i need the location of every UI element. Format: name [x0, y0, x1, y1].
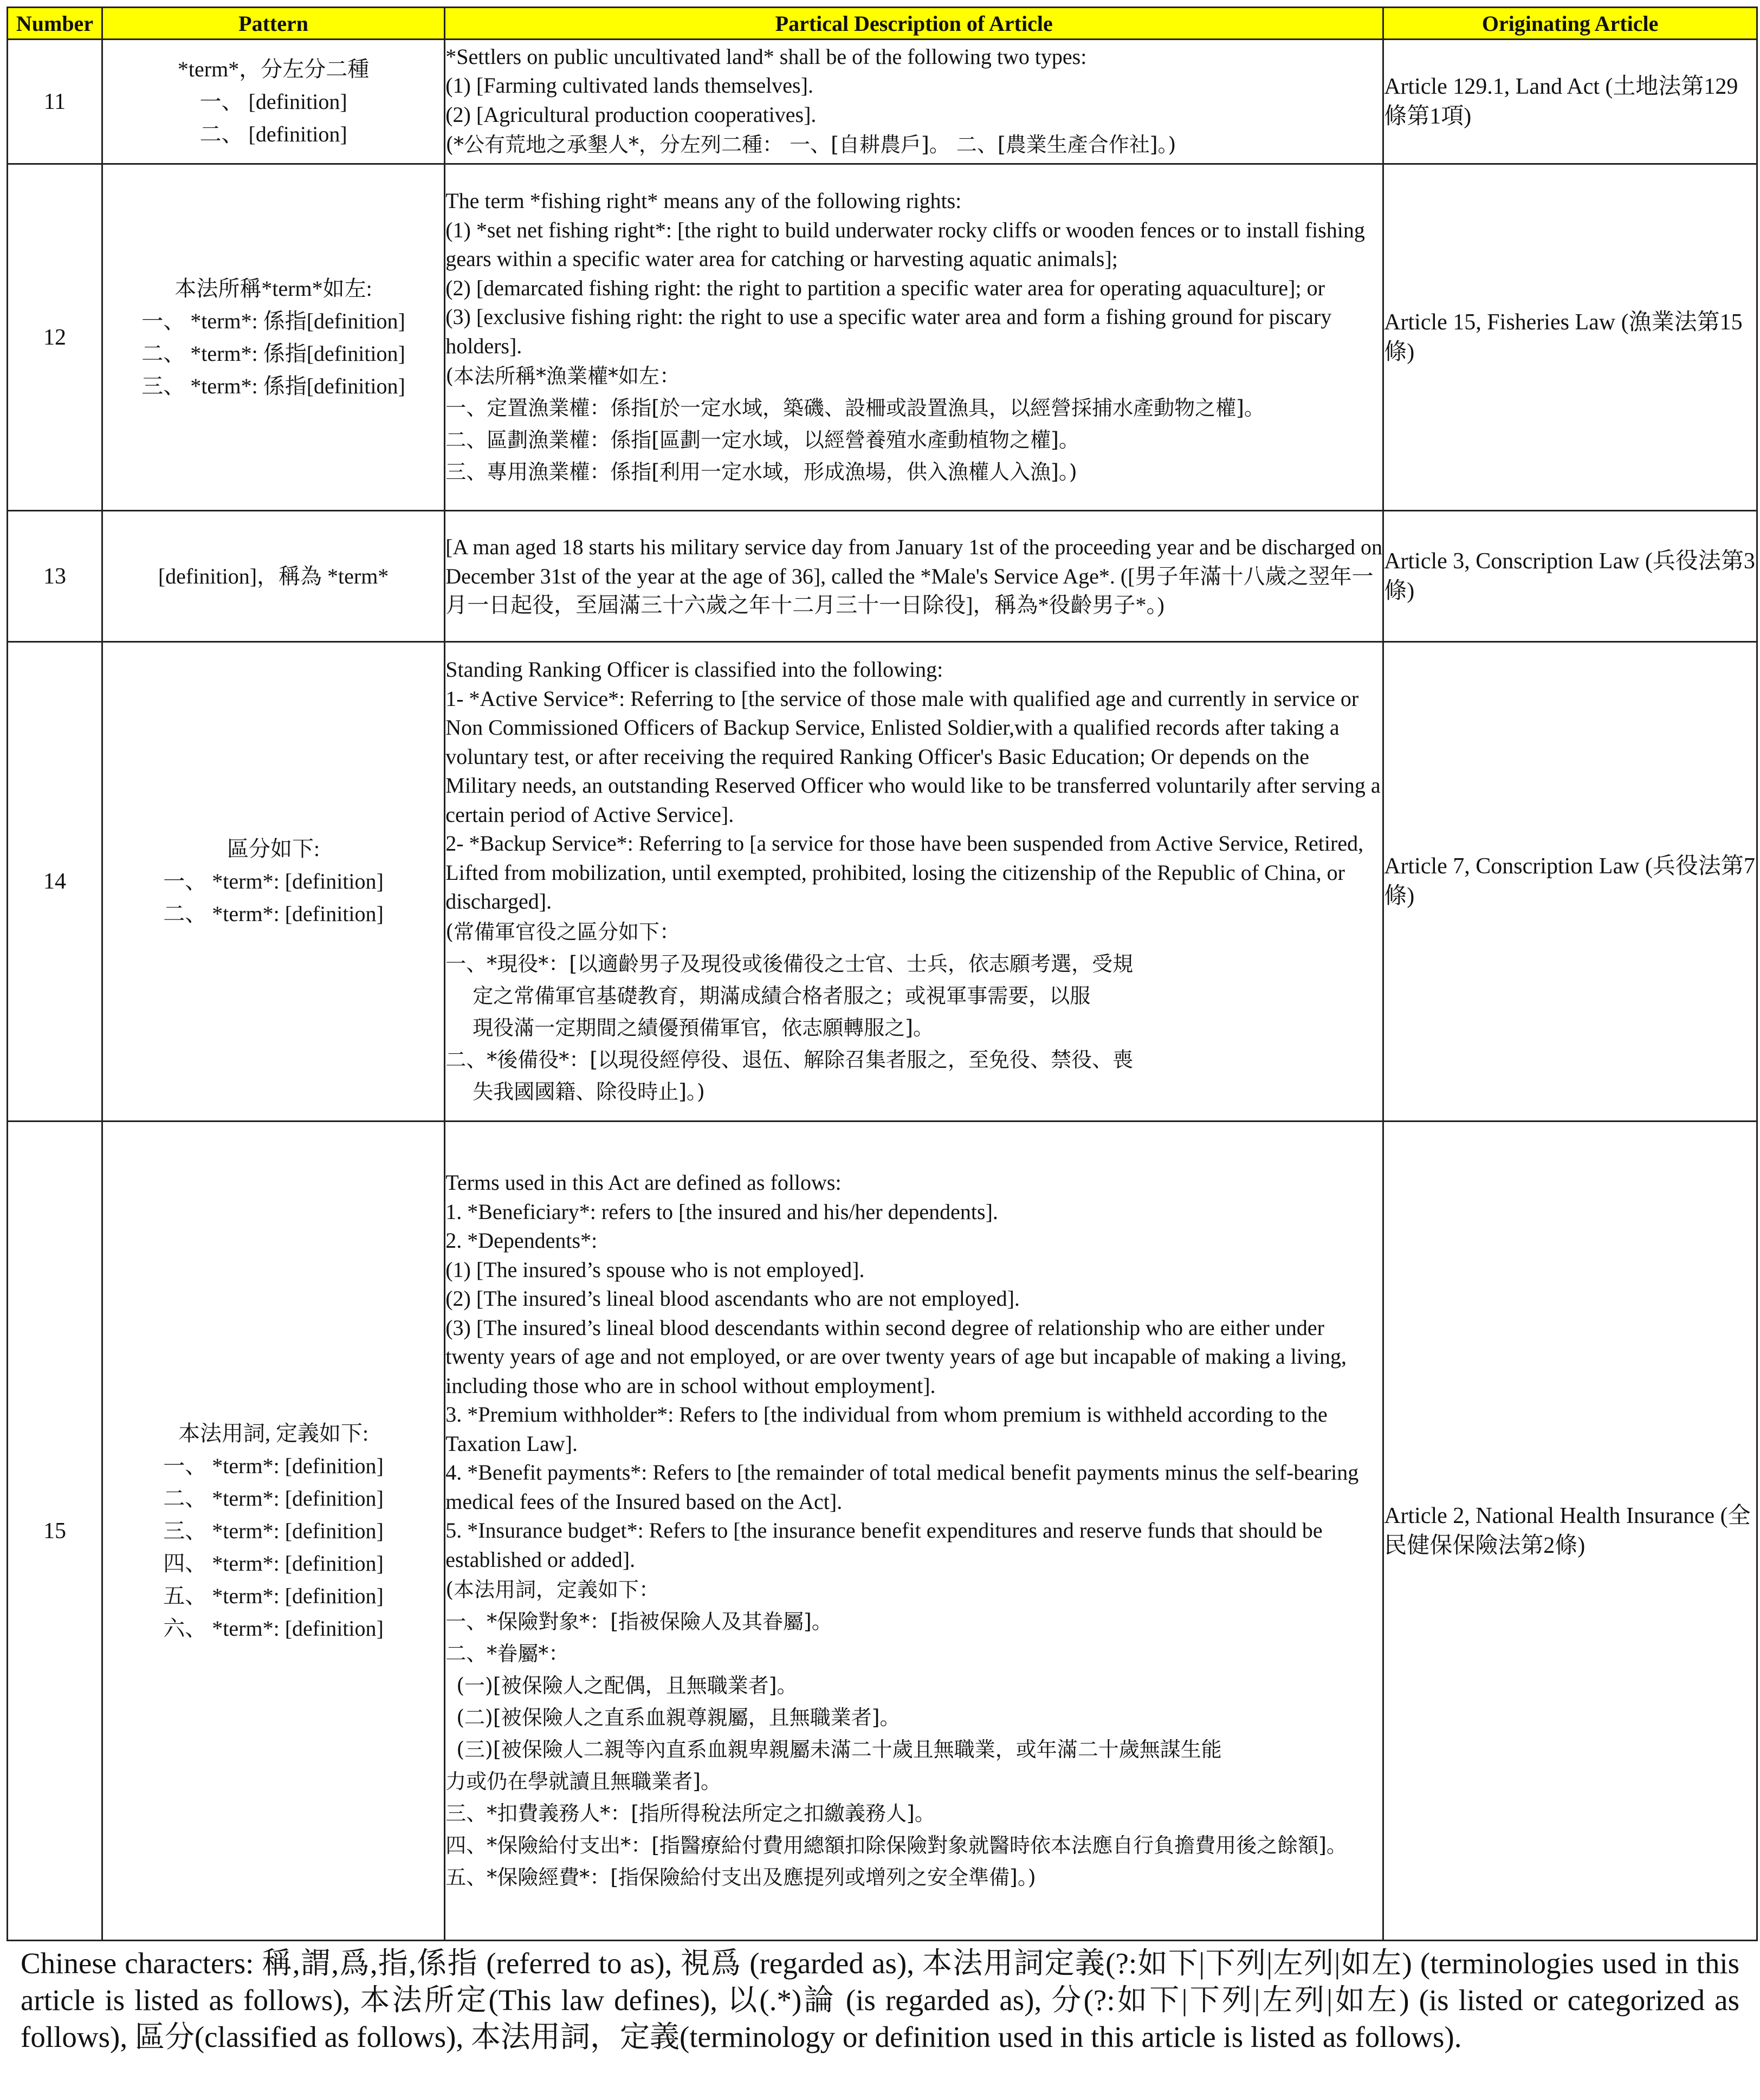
description-line: [A man aged 18 starts his military service day from January 1st of the proceeding year and be discharged on December 31st of the year at the age of 36], called the *Male's Service Age*. ([男子年滿十八歲之翌年一月一日起役，至屆滿三十六歲之年十二月三十一日除役]，稱為*役齡男子*。): [445, 535, 1382, 618]
description-line: (1) [The insured’s spouse who is not employed].: [445, 1257, 865, 1282]
row-pattern: [102, 164, 444, 511]
description-line: 二、*後備役*：[以現役經停役、退伍、解除召集者服之，至免役、禁役、喪: [445, 1047, 1134, 1072]
description-line: 三、*扣費義務人*：[指所得稅法所定之扣繳義務人]。: [445, 1801, 935, 1825]
pattern-line: 二、 *term*: [definition]: [163, 1486, 384, 1511]
row-pattern: [102, 1122, 444, 1941]
pattern-line: 五、 *term*: [definition]: [163, 1583, 384, 1608]
pattern-line: 二、 *term*: [definition]: [163, 902, 384, 926]
description-line: (本法所稱*漁業權*如左：: [445, 364, 681, 388]
row-origin: Article 7, Conscription Law (兵役法第7條): [1383, 642, 1757, 1122]
description-line: 一、定置漁業權：係指[於一定水域，築磯、設柵或設置漁具，以經營採捕水產動物之權]。: [445, 396, 1265, 420]
description-line: 失我國國籍、除役時止]。): [473, 1079, 705, 1104]
description-line: Terms used in this Act are defined as follows:: [445, 1170, 842, 1195]
description-line: 5. *Insurance budget*: Refers to [the insurance benefit expenditures and reserve funds that should be established or added].: [445, 1518, 1323, 1572]
description-line: 定之常備軍官基礎教育，期滿成績合格者服之；或視軍事需要，以服: [473, 983, 1091, 1008]
table-row: [8, 1122, 1757, 1941]
row-pattern: [102, 40, 444, 164]
description-line: 3. *Premium withholder*: Refers to [the individual from whom premium is withheld according to the Taxation Law].: [445, 1402, 1328, 1456]
description-line: 2. *Dependents*:: [445, 1228, 598, 1253]
row-number: 14: [8, 642, 102, 1122]
description-line: Standing Ranking Officer is classified into the following:: [445, 657, 943, 682]
description-line: 現役滿一定期間之績優預備軍官，依志願轉服之]。: [473, 1015, 934, 1040]
row-number: 15: [8, 1122, 102, 1941]
description-line: (三)[被保險人二親等內直系血親卑親屬未滿二十歲且無職業，或年滿二十歲無謀生能: [456, 1738, 1222, 1761]
header-pattern: Pattern: [102, 8, 444, 40]
footnote: Chinese characters: 稱,謂,爲,指,係指 (referred to as), 視爲 (regarded as), 本法用詞定義(?:如下|下列|左列|如左) (terminologies used in this article is listed as follows), 本法所定(This law defines), 以(.*)論 (is regarded as), 分(?:如下|下列|左列|如左) (is listed or categorized as follows), 區分(classified as follows), 本法用詞，定義(terminology or definition used in this article is listed as follows).: [21, 1947, 1739, 2053]
pattern-line: 一、 [definition]: [199, 89, 347, 114]
description-line: (1) *set net fishing right*: [the right to build underwater rocky cliffs or wooden fences or to install fishing gears within a specific water area for catching or harvesting aquatic animals];: [445, 217, 1365, 271]
pattern-line: [definition]，稱為 *term*: [158, 563, 389, 588]
description-line: 一、*現役*：[以適齡男子及現役或後備役之士官、士兵，依志願考選，受規: [445, 951, 1134, 976]
header-origin: Originating Article: [1383, 8, 1757, 40]
description-line: (二)[被保險人之直系血親尊親屬，且無職業者]。: [456, 1706, 901, 1729]
row-number: 13: [8, 511, 102, 642]
pattern-line: 一、 *term*: 係指[definition]: [141, 308, 405, 333]
description-line: 二、區劃漁業權：係指[區劃一定水域，以經營養殖水產動植物之權]。: [445, 428, 1079, 452]
description-line: (*公有荒地之承墾人*，分左列二種： 一、[自耕農戶]。 二、[農業生產合作社]。): [445, 133, 1176, 157]
row-description: [445, 642, 1383, 1122]
pattern-line: 本法用詞, 定義如下:: [178, 1421, 369, 1446]
row-description: [445, 164, 1383, 511]
row-origin: Article 129.1, Land Act (土地法第129條第1項): [1383, 40, 1757, 164]
description-line: (常備軍官役之區分如下：: [445, 919, 681, 944]
pattern-line: 一、 *term*: [definition]: [163, 1453, 384, 1478]
pattern-line: 區分如下:: [227, 837, 320, 861]
pattern-line: 三、 *term*: [definition]: [163, 1518, 384, 1543]
description-line: *Settlers on public uncultivated land* shall be of the following two types:: [445, 44, 1087, 69]
description-line: 2- *Backup Service*: Referring to [a service for those have been suspended from Active Service, Retired, Lifted from mobilization, until exempted, prohibited, losing the citizenship of the Republic of China, or discharged].: [445, 831, 1364, 914]
pattern-line: 四、 *term*: [definition]: [163, 1551, 384, 1576]
row-origin: Article 2, National Health Insurance (全民健保保險法第2條): [1383, 1122, 1757, 1941]
description-line: (一)[被保險人之配偶，且無職業者]。: [456, 1674, 798, 1697]
description-line: The term *fishing right* means any of the following rights:: [445, 189, 962, 213]
header-row: [8, 8, 1757, 40]
table-row: [8, 40, 1757, 164]
row-origin: Article 3, Conscription Law (兵役法第3條): [1383, 511, 1757, 642]
row-description: [445, 511, 1383, 642]
description-line: 4. *Benefit payments*: Refers to [the remainder of total medical benefit payments minus the self-bearing medical fees of the Insured based on the Act].: [445, 1460, 1359, 1514]
description-line: (2) [Agricultural production cooperatives].: [445, 102, 817, 127]
pattern-line: 三、 *term*: 係指[definition]: [141, 373, 405, 398]
description-line: 三、專用漁業權：係指[利用一定水域，形成漁場，供入漁權人入漁]。): [445, 460, 1077, 484]
description-line: 1. *Beneficiary*: refers to [the insured and his/her dependents].: [445, 1199, 998, 1224]
row-pattern: [102, 511, 444, 642]
row-number: 11: [8, 40, 102, 164]
table-row: [8, 164, 1757, 511]
description-line: 二、*眷屬*：: [445, 1642, 570, 1665]
row-description: [445, 40, 1383, 164]
pattern-line: *term*，分左分二種: [177, 56, 370, 81]
description-line: (3) [The insured’s lineal blood descendants within second degree of relationship who are either under twenty years of age and not employed, or are over twenty years of age but incapable of making a living, including those who are in school without employment].: [445, 1315, 1347, 1398]
description-line: 四、*保險給付支出*：[指醫療給付費用總額扣除保險對象就醫時依本法應自行負擔費用後之餘額]。: [445, 1833, 1347, 1857]
pattern-line: 一、 *term*: [definition]: [163, 869, 384, 893]
description-line: (本法用詞，定義如下：: [445, 1578, 660, 1602]
description-line: (2) [The insured’s lineal blood ascendants who are not employed].: [445, 1286, 1020, 1311]
pattern-line: 六、 *term*: [definition]: [163, 1616, 384, 1641]
description-line: 一、*保險對象*：[指被保險人及其眷屬]。: [445, 1610, 832, 1634]
header-description: Partical Description of Article: [445, 8, 1383, 40]
description-line: (1) [Farming cultivated lands themselves].: [445, 73, 813, 98]
row-origin: Article 15, Fisheries Law (漁業法第15條): [1383, 164, 1757, 511]
row-pattern: [102, 642, 444, 1122]
header-number: Number: [8, 8, 102, 40]
pattern-line: 二、 [definition]: [199, 121, 347, 146]
description-line: (2) [demarcated fishing right: the right to partition a specific water area for operating aquaculture]; or: [445, 275, 1325, 300]
description-line: 五、*保險經費*：[指保險給付支出及應提列或增列之安全準備]。): [445, 1865, 1036, 1889]
description-line: 1- *Active Service*: Referring to [the service of those male with qualified age and currently in service or Non Commissioned Officers of Backup Service, Enlisted Soldier,with a qualified records after taking a voluntary test, or after receiving the required Ranking Officer's Basic Education; Or depends on the Military needs, an outstanding Reserved Officer who would like to be transferred voluntarily after serving a certain period of Active Service].: [445, 686, 1381, 827]
pattern-line: 本法所稱*term*如左:: [174, 276, 372, 301]
table-row: [8, 511, 1757, 642]
row-description: [445, 1122, 1383, 1941]
pattern-line: 二、 *term*: 係指[definition]: [141, 341, 405, 366]
description-line: (3) [exclusive fishing right: the right to use a specific water area and form a fishing ground for piscary holders].: [445, 304, 1332, 358]
article-pattern-table: [7, 7, 1758, 1941]
description-line: 力或仍在學就讀且無職業者]。: [445, 1770, 722, 1793]
row-number: 12: [8, 164, 102, 511]
table-row: [8, 642, 1757, 1122]
